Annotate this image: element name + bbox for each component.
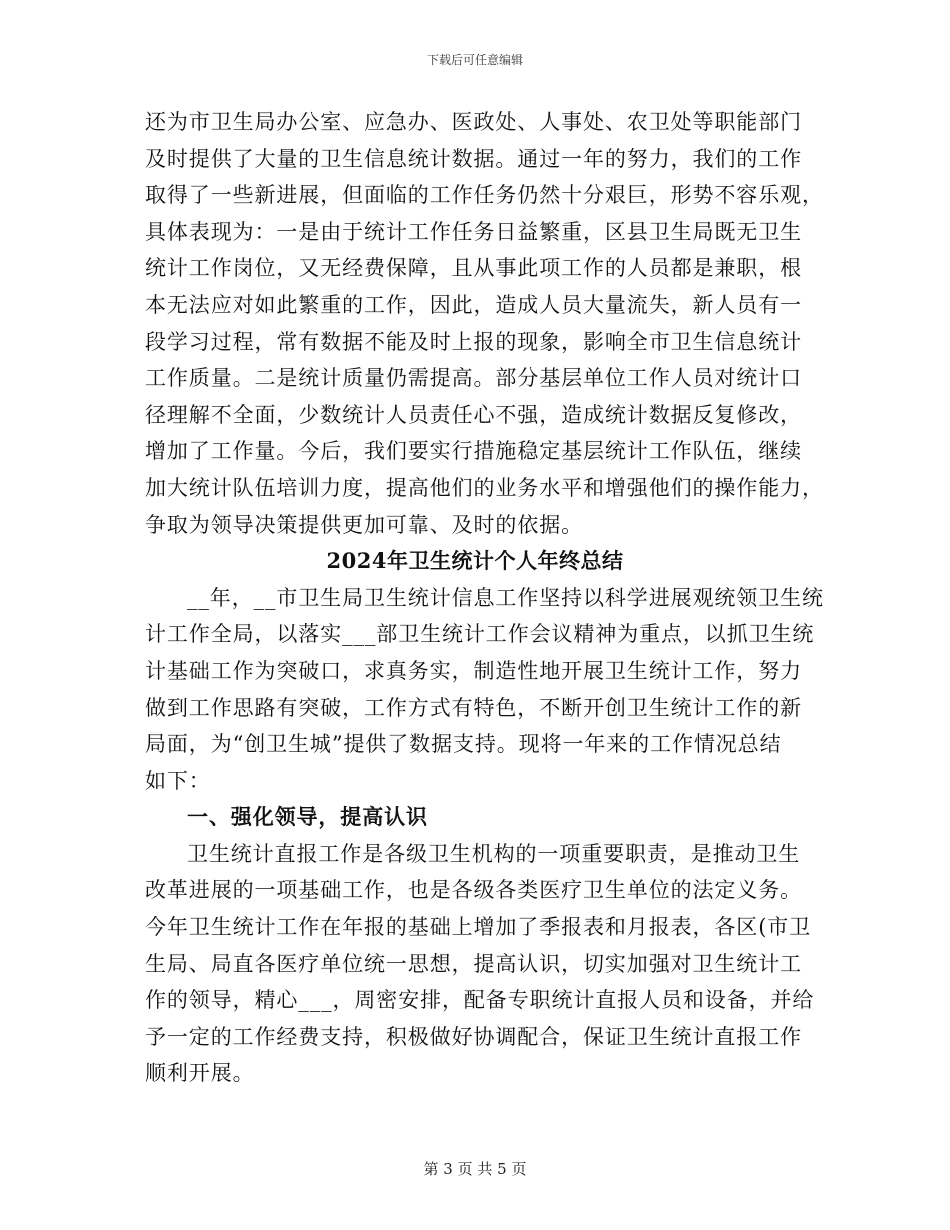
paragraph-line: 改革进展的一项基础工作，也是各级各类医疗卫生单位的法定义务。 <box>145 878 802 903</box>
paragraph-line: 今年卫生统计工作在年报的基础上增加了季报表和月报表，各区(市卫 <box>145 915 812 940</box>
paragraph-line: 做到工作思路有突破，工作方式有特色，不断开创卫生统计工作的新 <box>145 695 802 720</box>
paragraph-line: 统计工作岗位，又无经费保障，且从事此项工作的人员都是兼职，根 <box>145 256 802 281</box>
section-heading: 一、强化领导，提高认识 <box>187 804 428 830</box>
page-footer: 第 3 页 共 5 页 <box>423 1160 527 1178</box>
paragraph-line: 及时提供了大量的卫生信息统计数据。通过一年的努力，我们的工作 <box>145 146 802 171</box>
paragraph-line: 本无法应对如此繁重的工作，因此，造成人员大量流失，新人员有一 <box>145 292 802 317</box>
document-body <box>145 104 824 1092</box>
paragraph-line: 局面，为“创卫生城”提供了数据支持。现将一年来的工作情况总结 <box>145 732 782 757</box>
paragraph-line: 计基础工作为突破口，求真务实，制造性地开展卫生统计工作，努力 <box>145 658 802 683</box>
paragraph-line: 生局、局直各医疗单位统一思想，提高认识，切实加强对卫生统计工 <box>145 951 802 976</box>
paragraph-line: __年，__市卫生局卫生统计信息工作坚持以科学进展观统领卫生统 <box>187 585 824 610</box>
paragraph-line: 卫生统计直报工作是各级卫生机构的一项重要职责，是推动卫生 <box>187 841 801 866</box>
paragraph-line: 工作质量。二是统计质量仍需提高。部分基层单位工作人员对统计口 <box>145 366 802 391</box>
paragraph-line: 取得了一些新进展，但面临的工作任务仍然十分艰巨，形势不容乐观， <box>145 183 824 208</box>
paragraph-line: 顺利开展。 <box>145 1061 255 1086</box>
paragraph-line: 段学习过程，常有数据不能及时上报的现象，影响全市卫生信息统计 <box>145 329 802 354</box>
document-title: 2024年卫生统计个人年终总结 <box>326 548 624 574</box>
paragraph-line: 径理解不全面，少数统计人员责任心不强，造成统计数据反复修改， <box>145 402 802 427</box>
page-header: 下载后可任意编辑 <box>426 53 523 67</box>
paragraph-line: 予一定的工作经费支持，积极做好协调配合，保证卫生统计直报工作 <box>145 1024 802 1049</box>
paragraph-line: 作的领导，精心___，周密安排，配备专职统计直报人员和设备，并给 <box>145 988 815 1013</box>
paragraph-line: 加大统计队伍培训力度，提高他们的业务水平和增强他们的操作能力， <box>145 475 824 500</box>
paragraph-line: 增加了工作量。今后，我们要实行措施稳定基层统计工作队伍，继续 <box>145 439 802 464</box>
paragraph-line: 争取为领导决策提供更加可靠、及时的依据。 <box>145 512 583 537</box>
paragraph-line: 还为市卫生局办公室、应急办、医政处、人事处、农卫处等职能部门 <box>145 110 802 134</box>
paragraph-line: 计工作全局，以落实___部卫生统计工作会议精神为重点，以抓卫生统 <box>145 622 815 647</box>
paragraph-line: 如下： <box>145 768 211 793</box>
paragraph-line: 具体表现为：一是由于统计工作任务日益繁重，区县卫生局既无卫生 <box>145 219 802 244</box>
